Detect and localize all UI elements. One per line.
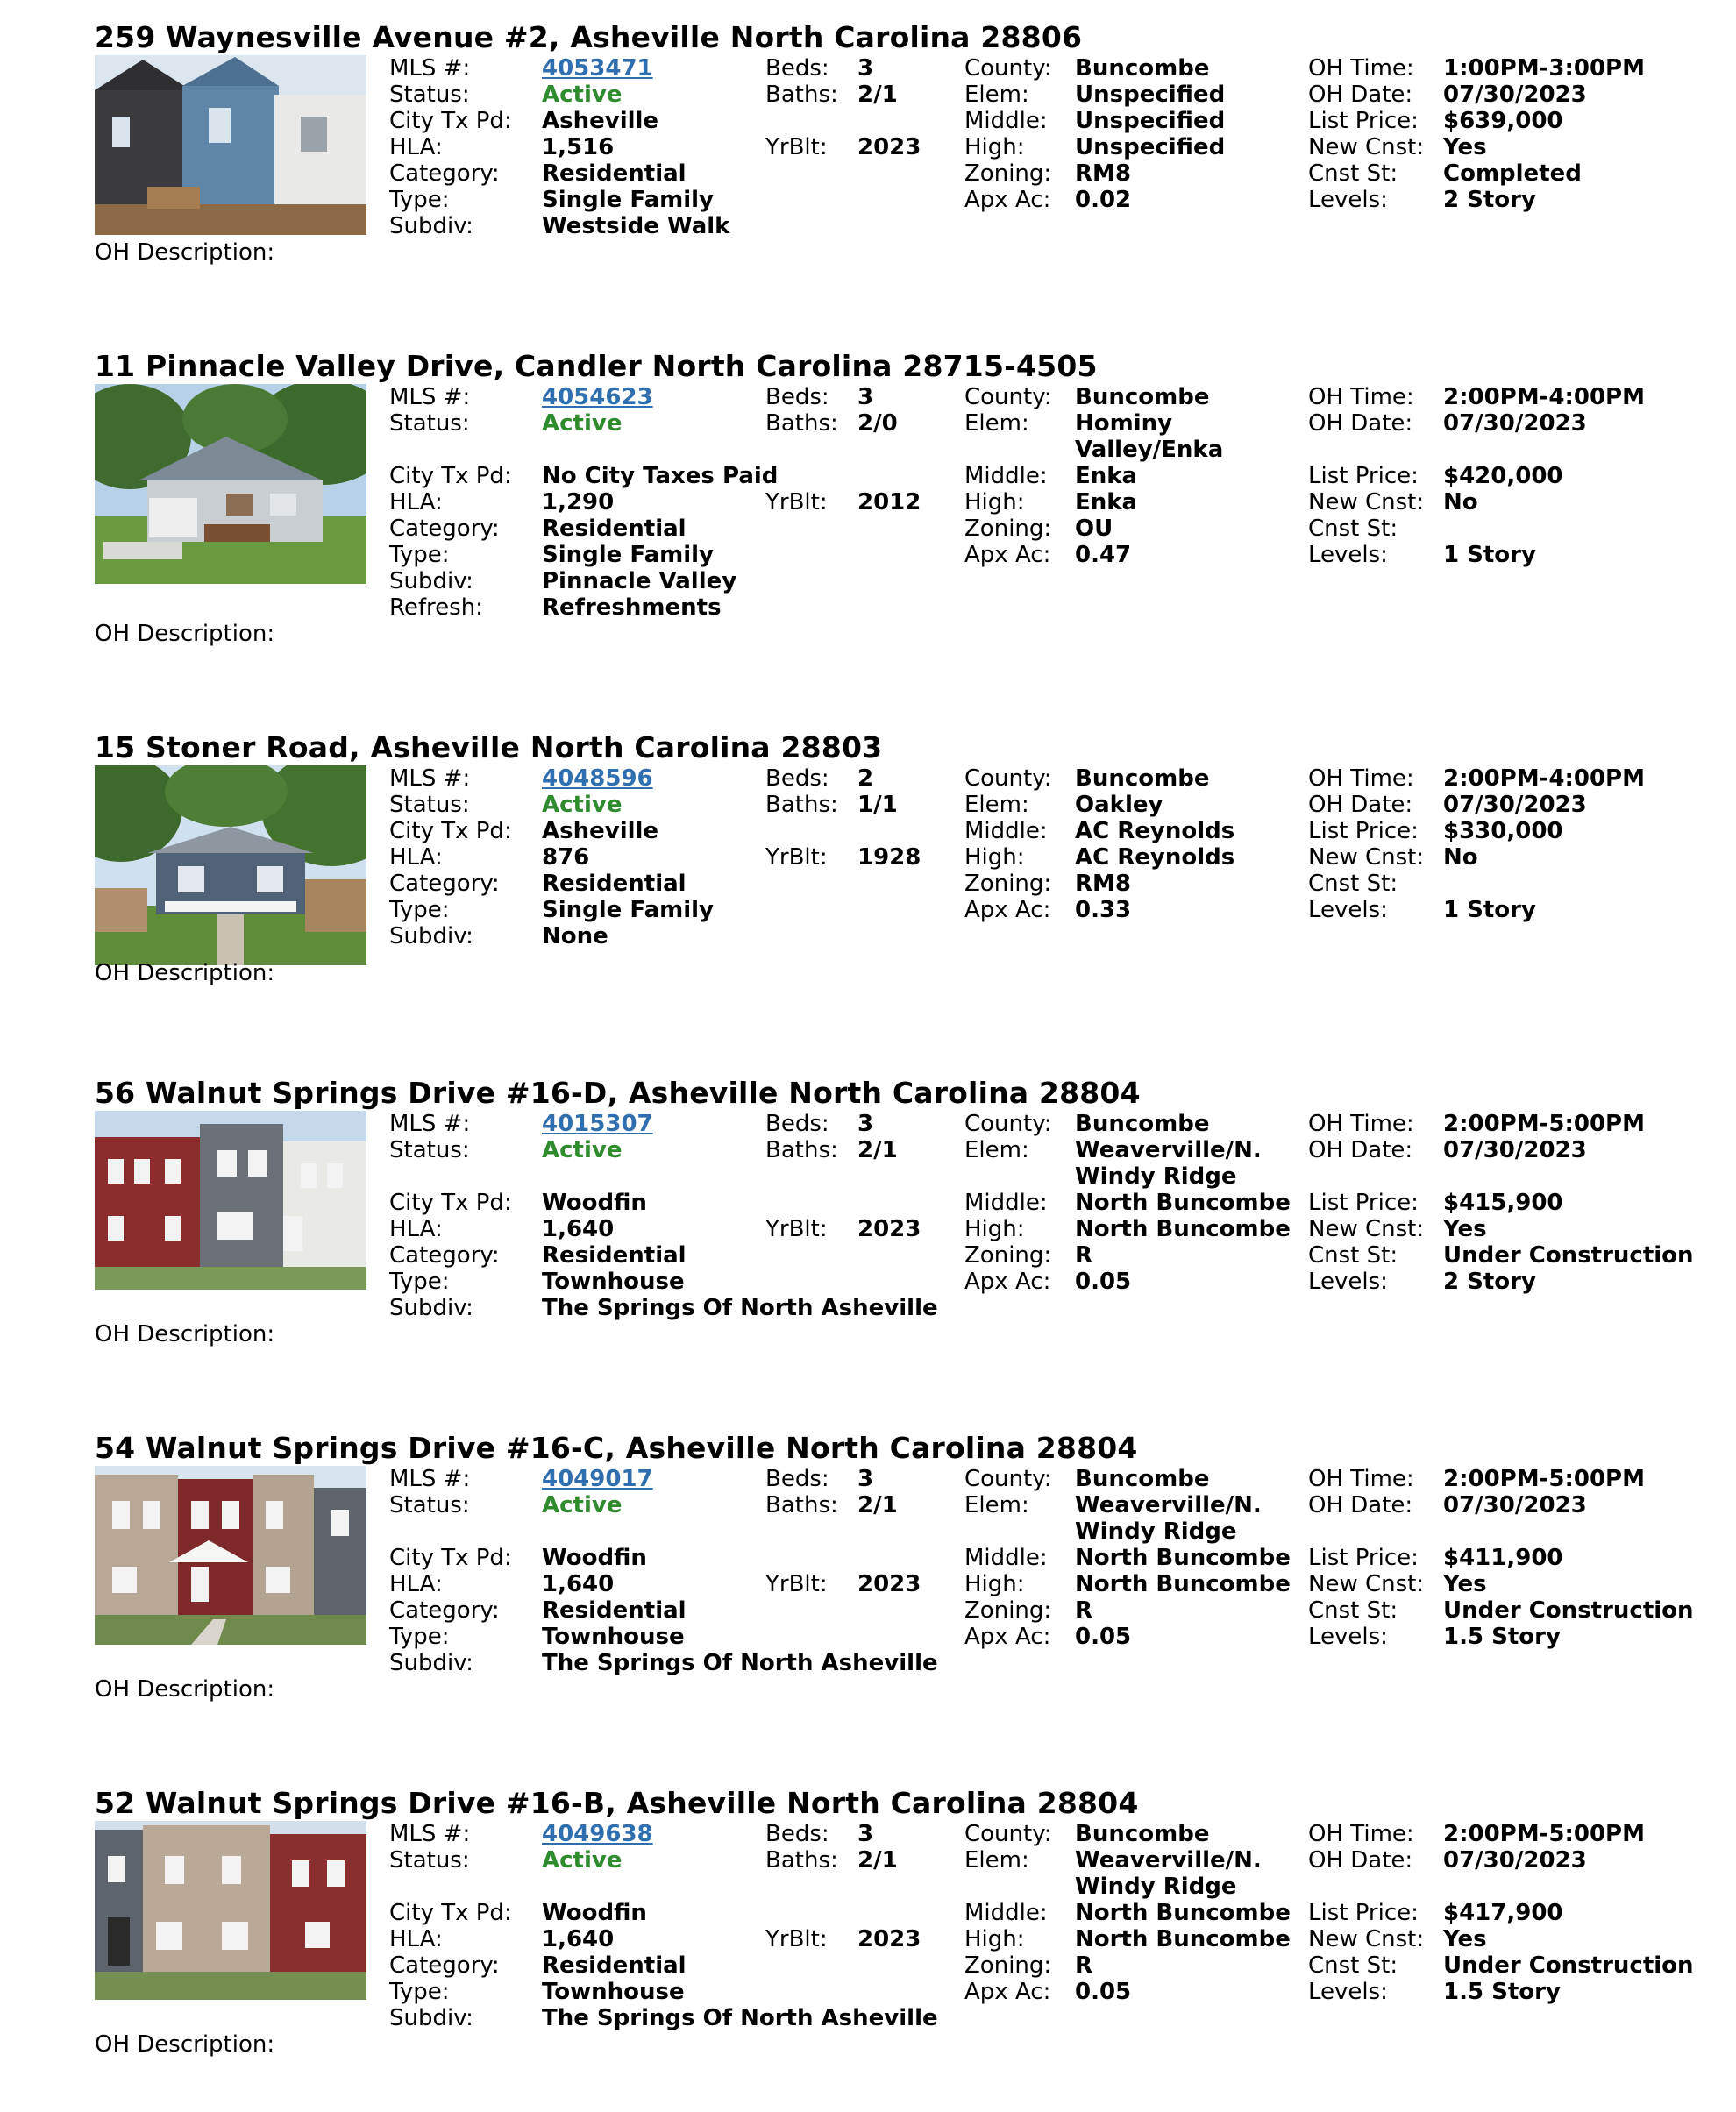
oh-time-value: 2:00PM-4:00PM xyxy=(1443,765,1645,792)
county-value: Buncombe xyxy=(1075,384,1210,410)
baths-value: 2/1 xyxy=(857,1137,898,1163)
status-label: Status: xyxy=(389,1492,470,1518)
elem-value-line2: Windy Ridge xyxy=(1075,1874,1237,1900)
new-cnst-value: No xyxy=(1443,489,1478,516)
county-label: County: xyxy=(964,384,1052,410)
zoning-label: Zoning: xyxy=(964,1952,1052,1979)
status-label: Status: xyxy=(389,792,470,818)
baths-label: Baths: xyxy=(765,792,838,818)
oh-description-label: OH Description: xyxy=(95,239,275,266)
beds-label: Beds: xyxy=(765,1111,829,1137)
new-cnst-value: No xyxy=(1443,844,1478,871)
middle-label: Middle: xyxy=(964,463,1048,489)
county-label: County: xyxy=(964,55,1052,82)
zoning-label: Zoning: xyxy=(964,160,1052,187)
subdiv-value: The Springs Of North Asheville xyxy=(542,1295,938,1321)
middle-label: Middle: xyxy=(964,108,1048,134)
category-value: Residential xyxy=(542,160,687,187)
new-cnst-value: Yes xyxy=(1443,1571,1487,1597)
hla-label: HLA: xyxy=(389,1571,443,1597)
new-cnst-value: Yes xyxy=(1443,1216,1487,1242)
mls-label: MLS #: xyxy=(389,765,471,792)
oh-time-value: 2:00PM-5:00PM xyxy=(1443,1466,1645,1492)
oh-date-label: OH Date: xyxy=(1308,82,1413,108)
levels-label: Levels: xyxy=(1308,1624,1388,1650)
apx-ac-value: 0.05 xyxy=(1075,1269,1132,1295)
type-value: Single Family xyxy=(542,187,715,213)
city-tx-label: City Tx Pd: xyxy=(389,1190,512,1216)
type-value: Single Family xyxy=(542,897,715,923)
oh-time-label: OH Time: xyxy=(1308,1466,1414,1492)
yrblt-label: YrBlt: xyxy=(765,134,828,160)
yrblt-value: 2012 xyxy=(857,489,921,516)
house-photo[interactable] xyxy=(95,765,366,965)
list-price-value: $330,000 xyxy=(1443,818,1563,844)
listing-address: 54 Walnut Springs Drive #16-C, Asheville North Carolina 28804 xyxy=(95,1431,1138,1465)
elem-label: Elem: xyxy=(964,82,1029,108)
baths-label: Baths: xyxy=(765,410,838,437)
elem-value-line2: Windy Ridge xyxy=(1075,1163,1237,1190)
category-value: Residential xyxy=(542,1952,687,1979)
type-label: Type: xyxy=(389,542,450,568)
yrblt-value: 2023 xyxy=(857,1926,921,1952)
elem-value: Oakley xyxy=(1075,792,1163,818)
county-value: Buncombe xyxy=(1075,1466,1210,1492)
baths-value: 2/1 xyxy=(857,1492,898,1518)
beds-label: Beds: xyxy=(765,55,829,82)
oh-date-value: 07/30/2023 xyxy=(1443,1847,1587,1874)
list-price-value: $417,900 xyxy=(1443,1900,1563,1926)
middle-value: North Buncombe xyxy=(1075,1545,1291,1571)
zoning-value: RM8 xyxy=(1075,871,1131,897)
cnst-st-label: Cnst St: xyxy=(1308,160,1398,187)
high-value: Enka xyxy=(1075,489,1138,516)
elem-label: Elem: xyxy=(964,1137,1029,1163)
list-price-label: List Price: xyxy=(1308,108,1419,134)
oh-date-label: OH Date: xyxy=(1308,1492,1413,1518)
baths-label: Baths: xyxy=(765,1137,838,1163)
type-value: Townhouse xyxy=(542,1624,685,1650)
levels-value: 2 Story xyxy=(1443,1269,1536,1295)
middle-value: Unspecified xyxy=(1075,108,1226,134)
elem-value: Unspecified xyxy=(1075,82,1226,108)
middle-value: North Buncombe xyxy=(1075,1900,1291,1926)
category-label: Category: xyxy=(389,1597,500,1624)
levels-label: Levels: xyxy=(1308,897,1388,923)
elem-label: Elem: xyxy=(964,1847,1029,1874)
subdiv-label: Subdiv: xyxy=(389,213,473,239)
city-tx-value: Asheville xyxy=(542,818,659,844)
levels-label: Levels: xyxy=(1308,542,1388,568)
subdiv-value: The Springs Of North Asheville xyxy=(542,1650,938,1676)
apx-ac-label: Apx Ac: xyxy=(964,897,1051,923)
type-value: Townhouse xyxy=(542,1979,685,2005)
cnst-st-label: Cnst St: xyxy=(1308,1597,1398,1624)
category-value: Residential xyxy=(542,516,687,542)
elem-value: Weaverville/N. xyxy=(1075,1492,1262,1518)
townhouse-photo[interactable] xyxy=(95,1821,366,2000)
elem-value: Weaverville/N. xyxy=(1075,1137,1262,1163)
middle-label: Middle: xyxy=(964,818,1048,844)
beds-value: 2 xyxy=(857,765,874,792)
cnst-st-value: Under Construction xyxy=(1443,1242,1694,1269)
apx-ac-label: Apx Ac: xyxy=(964,187,1051,213)
subdiv-label: Subdiv: xyxy=(389,1650,473,1676)
hla-value: 1,640 xyxy=(542,1216,615,1242)
new-cnst-value: Yes xyxy=(1443,134,1487,160)
mls-number-link[interactable]: 4015307 xyxy=(542,1111,653,1137)
list-price-label: List Price: xyxy=(1308,1545,1419,1571)
cnst-st-label: Cnst St: xyxy=(1308,516,1398,542)
city-tx-label: City Tx Pd: xyxy=(389,818,512,844)
oh-date-label: OH Date: xyxy=(1308,1137,1413,1163)
status-value: Active xyxy=(542,410,623,437)
apx-ac-label: Apx Ac: xyxy=(964,1269,1051,1295)
oh-description-label: OH Description: xyxy=(95,2031,275,2058)
hla-label: HLA: xyxy=(389,134,443,160)
new-cnst-label: New Cnst: xyxy=(1308,844,1425,871)
new-cnst-label: New Cnst: xyxy=(1308,1926,1425,1952)
yrblt-label: YrBlt: xyxy=(765,489,828,516)
middle-value: AC Reynolds xyxy=(1075,818,1235,844)
city-tx-label: City Tx Pd: xyxy=(389,1545,512,1571)
levels-value: 1.5 Story xyxy=(1443,1979,1561,2005)
refresh-label: Refresh: xyxy=(389,594,483,621)
mls-label: MLS #: xyxy=(389,384,471,410)
list-price-label: List Price: xyxy=(1308,1900,1419,1926)
oh-date-value: 07/30/2023 xyxy=(1443,82,1587,108)
high-label: High: xyxy=(964,489,1025,516)
oh-date-label: OH Date: xyxy=(1308,410,1413,437)
levels-label: Levels: xyxy=(1308,1979,1388,2005)
oh-time-label: OH Time: xyxy=(1308,765,1414,792)
cnst-st-value: Completed xyxy=(1443,160,1582,187)
list-price-value: $639,000 xyxy=(1443,108,1563,134)
list-price-value: $411,900 xyxy=(1443,1545,1563,1571)
oh-time-value: 2:00PM-5:00PM xyxy=(1443,1111,1645,1137)
county-label: County: xyxy=(964,765,1052,792)
category-label: Category: xyxy=(389,160,500,187)
mls-label: MLS #: xyxy=(389,55,471,82)
high-value: Unspecified xyxy=(1075,134,1226,160)
county-label: County: xyxy=(964,1111,1052,1137)
mls-label: MLS #: xyxy=(389,1821,471,1847)
middle-label: Middle: xyxy=(964,1190,1048,1216)
subdiv-label: Subdiv: xyxy=(389,923,473,949)
type-label: Type: xyxy=(389,187,450,213)
cnst-st-label: Cnst St: xyxy=(1308,1952,1398,1979)
new-cnst-label: New Cnst: xyxy=(1308,1571,1425,1597)
high-value: AC Reynolds xyxy=(1075,844,1235,871)
subdiv-value: None xyxy=(542,923,608,949)
elem-value-line2: Windy Ridge xyxy=(1075,1518,1237,1545)
hla-label: HLA: xyxy=(389,489,443,516)
oh-date-value: 07/30/2023 xyxy=(1443,792,1587,818)
subdiv-label: Subdiv: xyxy=(389,1295,473,1321)
yrblt-value: 2023 xyxy=(857,1571,921,1597)
high-label: High: xyxy=(964,134,1025,160)
hla-value: 1,516 xyxy=(542,134,615,160)
yrblt-value: 2023 xyxy=(857,1216,921,1242)
oh-description-label: OH Description: xyxy=(95,1676,275,1703)
cnst-st-label: Cnst St: xyxy=(1308,1242,1398,1269)
yrblt-label: YrBlt: xyxy=(765,1571,828,1597)
list-price-value: $420,000 xyxy=(1443,463,1563,489)
county-label: County: xyxy=(964,1821,1052,1847)
type-value: Townhouse xyxy=(542,1269,685,1295)
status-value: Active xyxy=(542,1137,623,1163)
city-tx-label: City Tx Pd: xyxy=(389,463,512,489)
status-value: Active xyxy=(542,792,623,818)
city-tx-label: City Tx Pd: xyxy=(389,108,512,134)
high-label: High: xyxy=(964,1571,1025,1597)
hla-label: HLA: xyxy=(389,844,443,871)
type-label: Type: xyxy=(389,897,450,923)
list-price-label: List Price: xyxy=(1308,818,1419,844)
high-value: North Buncombe xyxy=(1075,1926,1291,1952)
beds-value: 3 xyxy=(857,1466,874,1492)
baths-label: Baths: xyxy=(765,1847,838,1874)
beds-label: Beds: xyxy=(765,765,829,792)
category-label: Category: xyxy=(389,1952,500,1979)
oh-date-label: OH Date: xyxy=(1308,792,1413,818)
house-photo[interactable] xyxy=(95,384,366,584)
oh-date-value: 07/30/2023 xyxy=(1443,1492,1587,1518)
status-value: Active xyxy=(542,82,623,108)
townhouse-photo[interactable] xyxy=(95,1466,366,1645)
middle-label: Middle: xyxy=(964,1900,1048,1926)
county-value: Buncombe xyxy=(1075,55,1210,82)
apx-ac-label: Apx Ac: xyxy=(964,542,1051,568)
zoning-value: R xyxy=(1075,1597,1093,1624)
beds-label: Beds: xyxy=(765,384,829,410)
hla-value: 876 xyxy=(542,844,590,871)
listing-address: 15 Stoner Road, Asheville North Carolina 28803 xyxy=(95,730,883,764)
zoning-value: R xyxy=(1075,1242,1093,1269)
levels-value: 1 Story xyxy=(1443,897,1536,923)
county-label: County: xyxy=(964,1466,1052,1492)
city-tx-value: Asheville xyxy=(542,108,659,134)
beds-value: 3 xyxy=(857,384,874,410)
middle-label: Middle: xyxy=(964,1545,1048,1571)
mls-label: MLS #: xyxy=(389,1111,471,1137)
mls-number-link[interactable]: 4048596 xyxy=(542,765,653,792)
high-label: High: xyxy=(964,1926,1025,1952)
status-label: Status: xyxy=(389,1847,470,1874)
mls-number-link[interactable]: 4053471 xyxy=(542,55,653,82)
status-label: Status: xyxy=(389,1137,470,1163)
new-cnst-label: New Cnst: xyxy=(1308,1216,1425,1242)
cnst-st-value: Under Construction xyxy=(1443,1952,1694,1979)
hla-value: 1,640 xyxy=(542,1571,615,1597)
category-label: Category: xyxy=(389,516,500,542)
subdiv-value: Westside Walk xyxy=(542,213,730,239)
high-label: High: xyxy=(964,844,1025,871)
status-label: Status: xyxy=(389,82,470,108)
category-value: Residential xyxy=(542,1242,687,1269)
zoning-label: Zoning: xyxy=(964,1597,1052,1624)
oh-description-label: OH Description: xyxy=(95,1321,275,1348)
elem-label: Elem: xyxy=(964,410,1029,437)
cnst-st-value: Under Construction xyxy=(1443,1597,1694,1624)
city-tx-value: Woodfin xyxy=(542,1900,647,1926)
elem-value-line2: Valley/Enka xyxy=(1075,437,1224,463)
middle-value: Enka xyxy=(1075,463,1138,489)
elem-label: Elem: xyxy=(964,792,1029,818)
county-value: Buncombe xyxy=(1075,765,1210,792)
apx-ac-label: Apx Ac: xyxy=(964,1979,1051,2005)
status-label: Status: xyxy=(389,410,470,437)
listing-address: 52 Walnut Springs Drive #16-B, Asheville North Carolina 28804 xyxy=(95,1786,1139,1820)
zoning-value: OU xyxy=(1075,516,1113,542)
elem-label: Elem: xyxy=(964,1492,1029,1518)
list-price-label: List Price: xyxy=(1308,463,1419,489)
middle-value: North Buncombe xyxy=(1075,1190,1291,1216)
house-photo[interactable] xyxy=(95,55,366,235)
baths-label: Baths: xyxy=(765,82,838,108)
beds-value: 3 xyxy=(857,1111,874,1137)
county-value: Buncombe xyxy=(1075,1111,1210,1137)
yrblt-label: YrBlt: xyxy=(765,1216,828,1242)
subdiv-label: Subdiv: xyxy=(389,2005,473,2031)
baths-value: 1/1 xyxy=(857,792,898,818)
mls-number-link[interactable]: 4049017 xyxy=(542,1466,653,1492)
high-value: North Buncombe xyxy=(1075,1216,1291,1242)
subdiv-value: Pinnacle Valley xyxy=(542,568,737,594)
hla-label: HLA: xyxy=(389,1216,443,1242)
category-value: Residential xyxy=(542,1597,687,1624)
elem-value: Weaverville/N. xyxy=(1075,1847,1262,1874)
oh-date-label: OH Date: xyxy=(1308,1847,1413,1874)
elem-value: Hominy xyxy=(1075,410,1173,437)
baths-value: 2/1 xyxy=(857,1847,898,1874)
new-cnst-label: New Cnst: xyxy=(1308,134,1425,160)
levels-value: 1.5 Story xyxy=(1443,1624,1561,1650)
high-label: High: xyxy=(964,1216,1025,1242)
levels-value: 1 Story xyxy=(1443,542,1536,568)
new-cnst-label: New Cnst: xyxy=(1308,489,1425,516)
beds-label: Beds: xyxy=(765,1821,829,1847)
beds-label: Beds: xyxy=(765,1466,829,1492)
apx-ac-value: 0.47 xyxy=(1075,542,1132,568)
oh-date-value: 07/30/2023 xyxy=(1443,1137,1587,1163)
oh-description-label: OH Description: xyxy=(95,621,275,647)
subdiv-label: Subdiv: xyxy=(389,568,473,594)
zoning-label: Zoning: xyxy=(964,871,1052,897)
type-label: Type: xyxy=(389,1269,450,1295)
listing-address: 56 Walnut Springs Drive #16-D, Asheville North Carolina 28804 xyxy=(95,1076,1141,1110)
baths-value: 2/0 xyxy=(857,410,898,437)
oh-date-value: 07/30/2023 xyxy=(1443,410,1587,437)
hla-value: 1,290 xyxy=(542,489,615,516)
zoning-label: Zoning: xyxy=(964,1242,1052,1269)
hla-value: 1,640 xyxy=(542,1926,615,1952)
category-value: Residential xyxy=(542,871,687,897)
status-value: Active xyxy=(542,1847,623,1874)
city-tx-value: Woodfin xyxy=(542,1190,647,1216)
cnst-st-label: Cnst St: xyxy=(1308,871,1398,897)
county-value: Buncombe xyxy=(1075,1821,1210,1847)
beds-value: 3 xyxy=(857,1821,874,1847)
hla-label: HLA: xyxy=(389,1926,443,1952)
oh-time-label: OH Time: xyxy=(1308,1111,1414,1137)
apx-ac-value: 0.05 xyxy=(1075,1979,1132,2005)
subdiv-value: The Springs Of North Asheville xyxy=(542,2005,938,2031)
oh-description-label: OH Description: xyxy=(95,960,275,986)
apx-ac-label: Apx Ac: xyxy=(964,1624,1051,1650)
yrblt-label: YrBlt: xyxy=(765,1926,828,1952)
levels-label: Levels: xyxy=(1308,187,1388,213)
city-tx-label: City Tx Pd: xyxy=(389,1900,512,1926)
zoning-value: RM8 xyxy=(1075,160,1131,187)
baths-label: Baths: xyxy=(765,1492,838,1518)
oh-time-label: OH Time: xyxy=(1308,384,1414,410)
oh-time-label: OH Time: xyxy=(1308,1821,1414,1847)
apx-ac-value: 0.02 xyxy=(1075,187,1132,213)
apx-ac-value: 0.33 xyxy=(1075,897,1132,923)
type-label: Type: xyxy=(389,1624,450,1650)
oh-time-label: OH Time: xyxy=(1308,55,1414,82)
zoning-value: R xyxy=(1075,1952,1093,1979)
type-label: Type: xyxy=(389,1979,450,2005)
beds-value: 3 xyxy=(857,55,874,82)
refresh-value: Refreshments xyxy=(542,594,722,621)
zoning-label: Zoning: xyxy=(964,516,1052,542)
list-price-label: List Price: xyxy=(1308,1190,1419,1216)
status-value: Active xyxy=(542,1492,623,1518)
baths-value: 2/1 xyxy=(857,82,898,108)
new-cnst-value: Yes xyxy=(1443,1926,1487,1952)
yrblt-value: 1928 xyxy=(857,844,921,871)
townhouse-photo[interactable] xyxy=(95,1111,366,1290)
oh-time-value: 1:00PM-3:00PM xyxy=(1443,55,1645,82)
listing-address: 11 Pinnacle Valley Drive, Candler North Carolina 28715-4505 xyxy=(95,349,1098,383)
yrblt-label: YrBlt: xyxy=(765,844,828,871)
levels-label: Levels: xyxy=(1308,1269,1388,1295)
oh-time-value: 2:00PM-5:00PM xyxy=(1443,1821,1645,1847)
type-value: Single Family xyxy=(542,542,715,568)
apx-ac-value: 0.05 xyxy=(1075,1624,1132,1650)
listing-address: 259 Waynesville Avenue #2, Asheville North Carolina 28806 xyxy=(95,20,1083,54)
list-price-value: $415,900 xyxy=(1443,1190,1563,1216)
city-tx-value: Woodfin xyxy=(542,1545,647,1571)
city-tx-value: No City Taxes Paid xyxy=(542,463,779,489)
mls-label: MLS #: xyxy=(389,1466,471,1492)
mls-number-link[interactable]: 4054623 xyxy=(542,384,653,410)
yrblt-value: 2023 xyxy=(857,134,921,160)
high-value: North Buncombe xyxy=(1075,1571,1291,1597)
levels-value: 2 Story xyxy=(1443,187,1536,213)
category-label: Category: xyxy=(389,1242,500,1269)
mls-number-link[interactable]: 4049638 xyxy=(542,1821,653,1847)
category-label: Category: xyxy=(389,871,500,897)
oh-time-value: 2:00PM-4:00PM xyxy=(1443,384,1645,410)
